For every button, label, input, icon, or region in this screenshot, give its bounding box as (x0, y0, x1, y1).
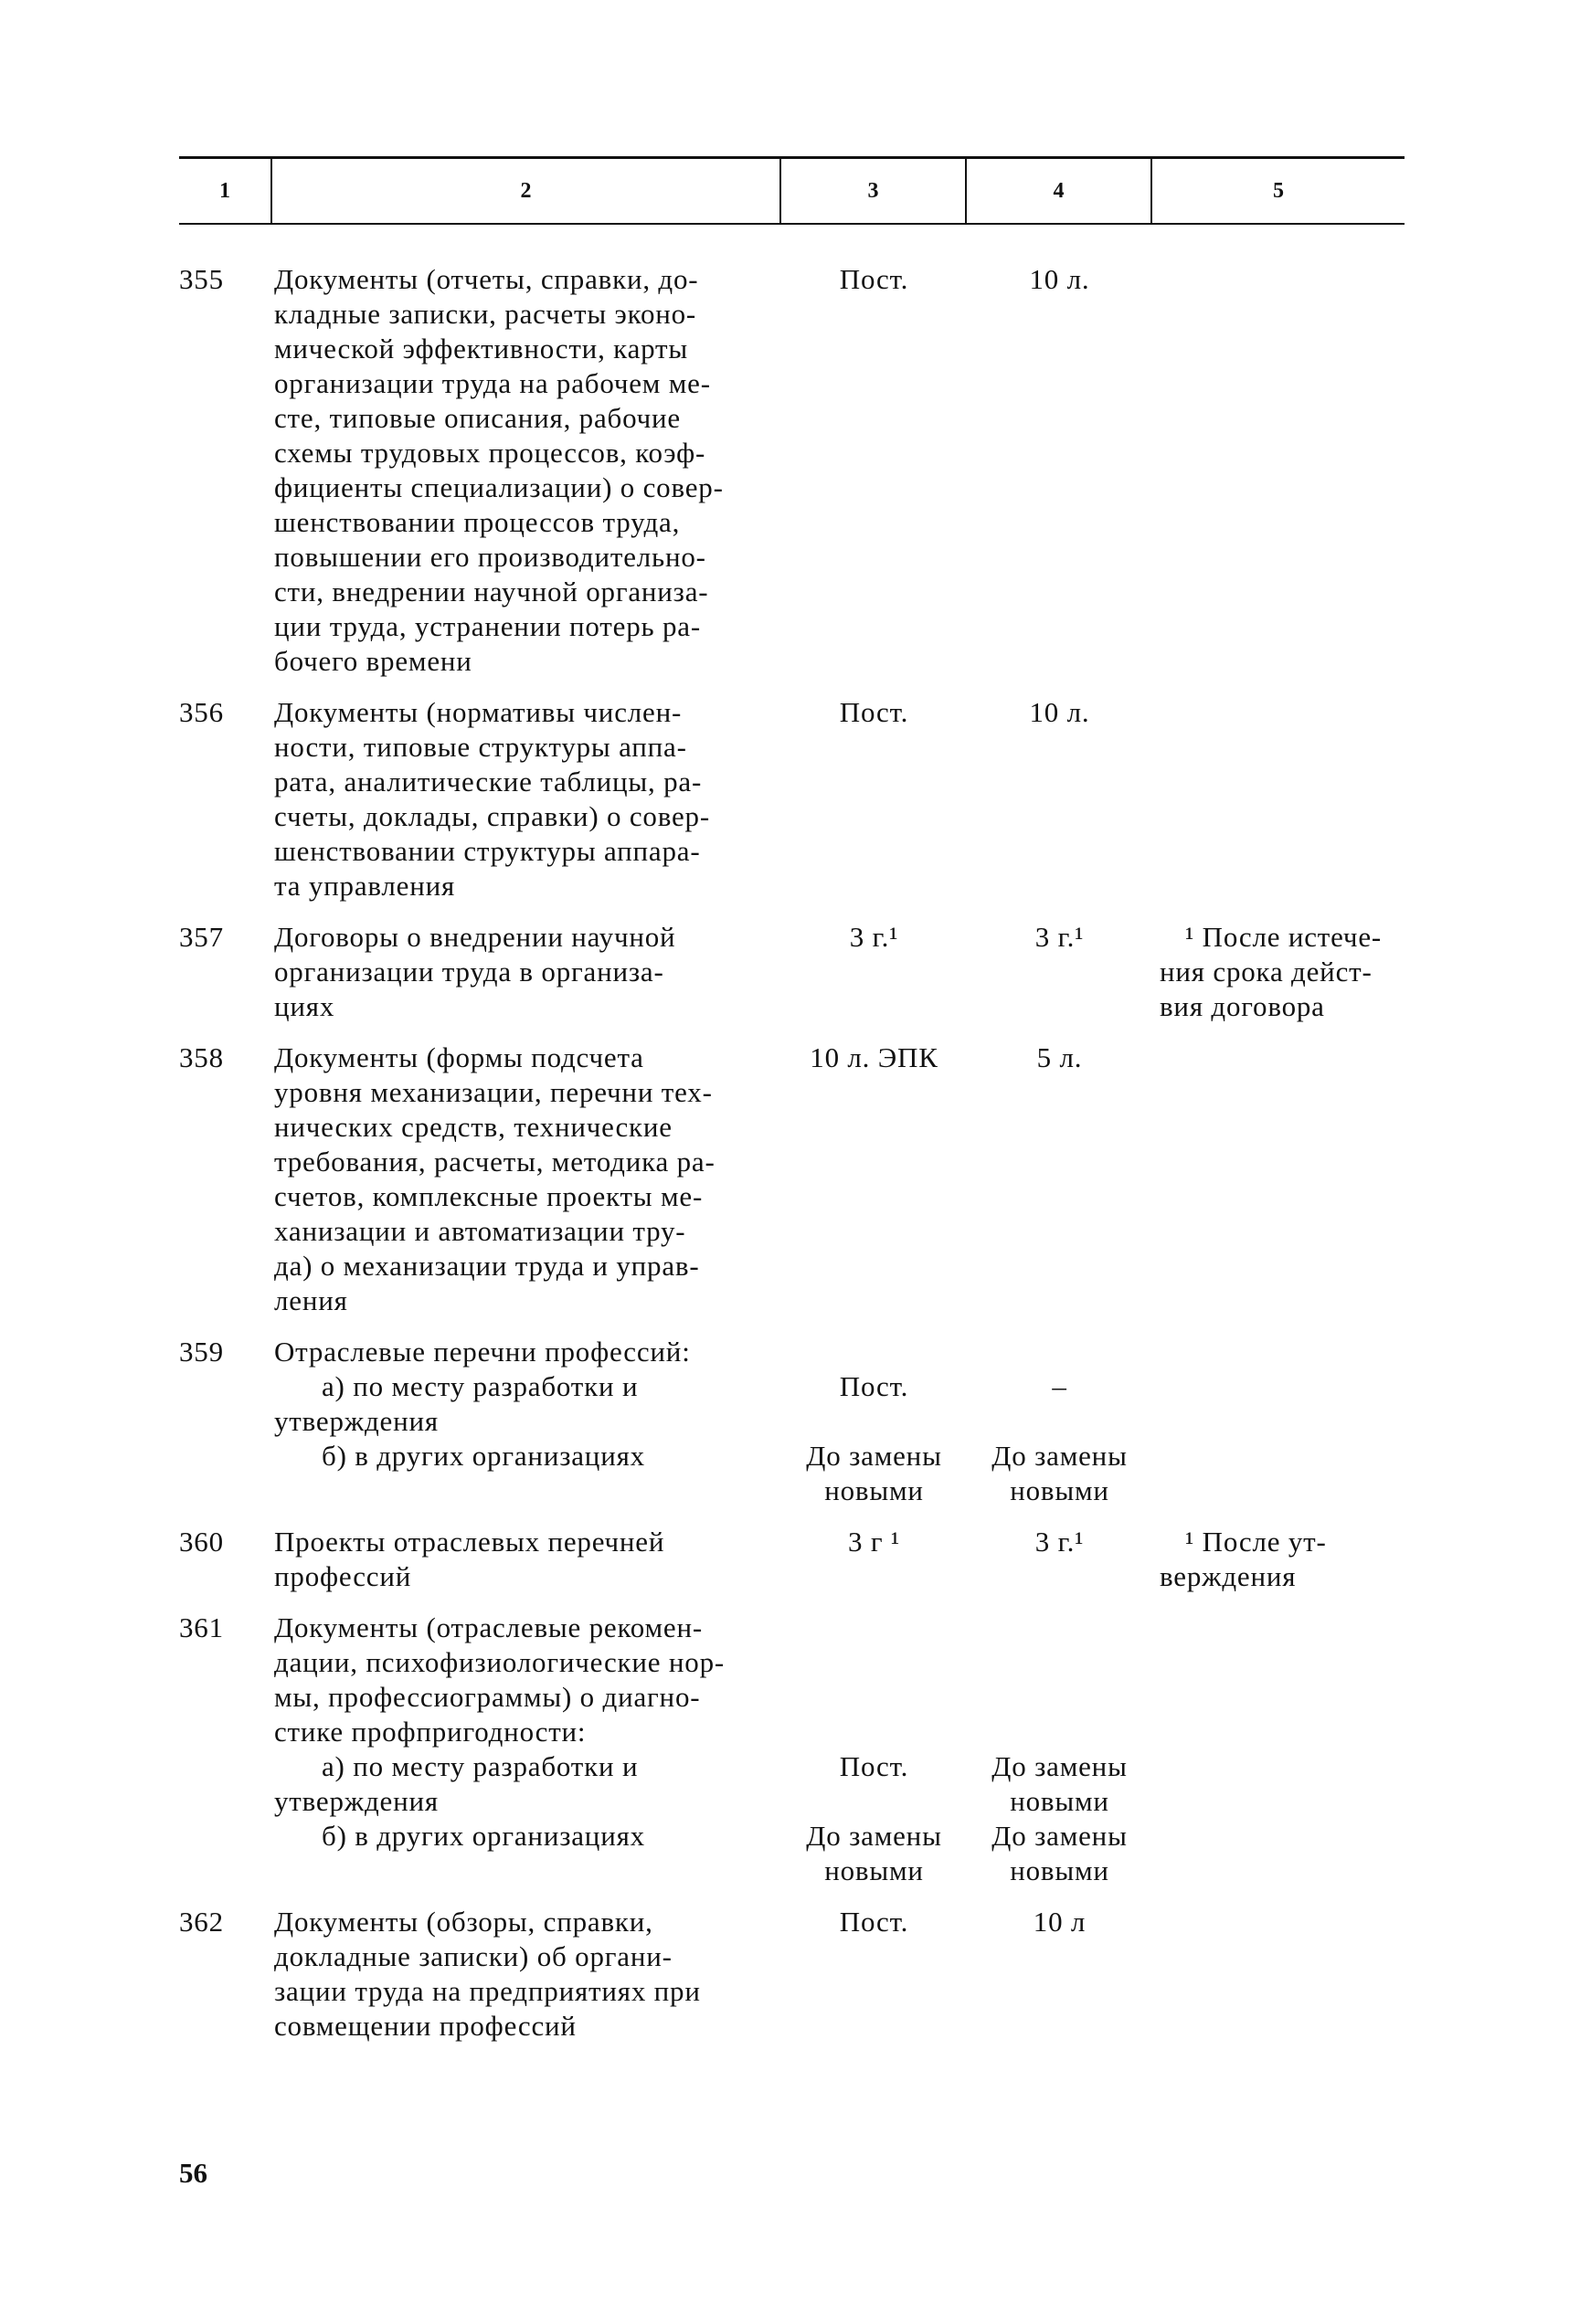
table-row (179, 1041, 1405, 1318)
table-row (179, 262, 1405, 679)
row-main-band (179, 1905, 1405, 2044)
description-cell-line: Отраслевые перечни профессий: (274, 1336, 691, 1368)
subitem-label-cell (272, 1819, 781, 1888)
description-cell-line: да) о механизации труда и управ- (274, 1250, 700, 1282)
retention-col3-cell (781, 920, 967, 1024)
retention-col3-cell-line: Пост. (839, 696, 909, 728)
row-main-band (179, 695, 1405, 903)
retention-col4-cell-line: 10 л (1033, 1906, 1087, 1938)
row-number-text: 358 (179, 1041, 224, 1073)
table-header (179, 156, 1405, 225)
note-cell (1152, 262, 1405, 679)
retention-col4-cell-line: 3 г.¹ (1034, 921, 1085, 953)
table-row (179, 1335, 1405, 1508)
note-cell-line: верждения (1160, 1560, 1297, 1592)
description-cell-line: нических средств, технические (274, 1111, 673, 1143)
subitem-label-cell-line: утверждения (274, 1405, 439, 1437)
description-cell-line: Договоры о внедрении научной (274, 921, 676, 953)
description-cell-line: Проекты отраслевых перечней (274, 1526, 665, 1558)
row-number-text: 356 (179, 696, 224, 728)
retention-col4-cell (967, 695, 1152, 903)
table-row (179, 920, 1405, 1024)
row-number-text: 361 (179, 1611, 224, 1643)
description-cell-line: та управления (274, 870, 456, 902)
subitem-col4-cell (967, 1749, 1152, 1819)
retention-col4-cell (967, 920, 1152, 1024)
retention-col3-cell-line: 10 л. ЭПК (810, 1041, 938, 1073)
subitem-col4-cell-line: До замены (991, 1750, 1128, 1782)
row-number (179, 1611, 272, 1749)
subitem-col3-cell (781, 1439, 967, 1508)
description-cell (272, 1525, 781, 1594)
note-cell-line: ния срока дейст- (1160, 956, 1373, 988)
description-cell-line: шенствовании структуры аппара- (274, 835, 701, 867)
row-subitem-band (179, 1439, 1405, 1508)
retention-col3-cell-line: Пост. (839, 263, 909, 295)
description-cell (272, 1611, 781, 1749)
note-cell (1152, 920, 1405, 1024)
subitem-col3-cell (781, 1819, 967, 1888)
retention-col4-cell (967, 1335, 1152, 1369)
table-row (179, 1905, 1405, 2044)
subitem-col3-cell (781, 1749, 967, 1819)
row-number-empty (179, 1819, 272, 1888)
page-number: 56 (179, 2157, 207, 2189)
retention-col3-cell (781, 1611, 967, 1749)
note-cell (1152, 1041, 1405, 1318)
retention-col4-cell (967, 1041, 1152, 1318)
retention-col3-cell-line: Пост. (839, 1906, 909, 1938)
table-row (179, 1611, 1405, 1888)
subitem-label-cell-line: а) по месту разработки и (322, 1750, 639, 1782)
row-number (179, 695, 272, 903)
table-body (179, 262, 1405, 2060)
row-main-band (179, 1611, 1405, 1749)
retention-col3-cell-line: 3 г.¹ (849, 921, 899, 953)
retention-col4-cell (967, 1611, 1152, 1749)
description-cell (272, 695, 781, 903)
note-cell (1152, 1611, 1405, 1749)
subitem-note-empty (1152, 1749, 1405, 1819)
retention-col3-cell (781, 1335, 967, 1369)
description-cell-line: докладные записки) об органи- (274, 1940, 673, 1972)
retention-col3-cell (781, 1905, 967, 2044)
row-number-text: 357 (179, 921, 224, 953)
description-cell-line: дации, психофизиологические нор- (274, 1646, 725, 1678)
subitem-label-cell-line: б) в других организациях (322, 1820, 645, 1852)
retention-col4-cell (967, 262, 1152, 679)
subitem-col4-cell (967, 1369, 1152, 1439)
retention-col3-cell-line: 3 г ¹ (847, 1526, 900, 1558)
subitem-label-cell-line: утверждения (274, 1785, 439, 1817)
description-cell (272, 1041, 781, 1318)
row-main-band (179, 1335, 1405, 1369)
description-cell-line: мы, профессиограммы) о диагно- (274, 1681, 701, 1713)
subitem-label-cell-line: а) по месту разработки и (322, 1370, 639, 1402)
description-cell-line: Документы (обзоры, справки, (274, 1906, 653, 1938)
retention-col4-cell-line: 3 г.¹ (1034, 1526, 1085, 1558)
description-cell-line: фициенты специализации) о совер- (274, 471, 724, 503)
subitem-col4-cell-line: До замены (991, 1440, 1128, 1472)
subitem-col4-cell-line: – (1052, 1370, 1067, 1402)
subitem-col4-cell-line: До замены (991, 1820, 1128, 1852)
subitem-col3-cell (781, 1369, 967, 1439)
description-cell-line: Документы (нормативы числен- (274, 696, 683, 728)
description-cell-line: Документы (формы подсчета (274, 1041, 644, 1073)
description-cell-line: циях (274, 990, 335, 1022)
description-cell-line: организации труда на рабочем ме- (274, 367, 711, 399)
description-cell-line: совмещении профессий (274, 2010, 577, 2042)
description-cell-line: Документы (отраслевые рекомен- (274, 1611, 703, 1643)
description-cell-line: счетов, комплексные проекты ме- (274, 1180, 704, 1212)
column-header-4: 4 (967, 159, 1152, 223)
column-header-5: 5 (1273, 178, 1284, 203)
row-number-text: 355 (179, 263, 224, 295)
description-cell-line: сте, типовые описания, рабочие (274, 402, 681, 434)
description-cell (272, 1905, 781, 2044)
row-number-empty (179, 1749, 272, 1819)
description-cell-line: схемы трудовых процессов, коэф- (274, 437, 706, 469)
description-cell-line: уровня механизации, перечни тех- (274, 1076, 713, 1108)
description-cell-line: шенствовании процессов труда, (274, 506, 681, 538)
retention-col4-cell-line: 10 л. (1029, 696, 1090, 728)
row-number (179, 1525, 272, 1594)
subitem-label-cell (272, 1749, 781, 1819)
description-cell-line: мической эффективности, карты (274, 333, 688, 364)
row-number-text: 360 (179, 1526, 224, 1558)
column-header-3: 3 (781, 159, 967, 223)
retention-col3-cell (781, 1525, 967, 1594)
row-number-text: 359 (179, 1336, 224, 1368)
row-subitem-band (179, 1749, 1405, 1819)
subitem-col3-cell-line: новыми (824, 1474, 924, 1506)
row-main-band (179, 920, 1405, 1024)
description-cell-line: повышении его производительно- (274, 541, 706, 573)
description-cell-line: ления (274, 1284, 348, 1316)
subitem-col4-cell-line: новыми (1010, 1474, 1109, 1506)
description-cell-line: требования, расчеты, методика ра- (274, 1146, 716, 1178)
subitem-label-cell (272, 1369, 781, 1439)
description-cell-line: счеты, доклады, справки) о совер- (274, 800, 710, 832)
row-number (179, 1905, 272, 2044)
description-cell-line: ханизации и автоматизации тру- (274, 1215, 686, 1247)
description-cell-line: ции труда, устранении потерь ра- (274, 610, 701, 642)
description-cell-line: Документы (отчеты, справки, до- (274, 263, 699, 295)
description-cell (272, 262, 781, 679)
row-number (179, 920, 272, 1024)
row-main-band (179, 262, 1405, 679)
description-cell-line: стике профпригодности: (274, 1716, 587, 1748)
description-cell-line: кладные записки, расчеты эконо- (274, 298, 697, 330)
row-number-empty (179, 1439, 272, 1508)
retention-col3-cell (781, 695, 967, 903)
row-subitem-band (179, 1819, 1405, 1888)
note-cell (1152, 1335, 1405, 1369)
description-cell-line: рата, аналитические таблицы, ра- (274, 766, 703, 798)
description-cell-line: бочего времени (274, 645, 472, 677)
row-number (179, 1335, 272, 1369)
row-number-empty (179, 1369, 272, 1439)
description-cell-line: профессий (274, 1560, 412, 1592)
subitem-note-empty (1152, 1819, 1405, 1888)
subitem-col3-cell-line: До замены (806, 1440, 942, 1472)
row-main-band (179, 1041, 1405, 1318)
subitem-col3-cell-line: Пост. (839, 1370, 909, 1402)
note-cell (1152, 1525, 1405, 1594)
subitem-col4-cell (967, 1439, 1152, 1508)
subitem-label-cell (272, 1439, 781, 1508)
subitem-note-empty (1152, 1369, 1405, 1439)
column-header-1: 1 (179, 159, 272, 223)
note-cell-line: ¹ После истече- (1185, 921, 1382, 953)
subitem-col3-cell-line: новыми (824, 1854, 924, 1886)
subitem-note-empty (1152, 1439, 1405, 1508)
note-cell-line: ¹ После ут- (1185, 1526, 1327, 1558)
description-cell-line: сти, внедрении научной организа- (274, 576, 709, 607)
row-number-text: 362 (179, 1906, 224, 1938)
subitem-col4-cell-line: новыми (1010, 1854, 1109, 1886)
description-cell (272, 1335, 781, 1369)
row-number (179, 262, 272, 679)
row-subitem-band (179, 1369, 1405, 1439)
retention-col3-cell (781, 262, 967, 679)
description-cell (272, 920, 781, 1024)
note-cell (1152, 695, 1405, 903)
description-cell-line: организации труда в организа- (274, 956, 664, 988)
retention-col4-cell (967, 1905, 1152, 2044)
retention-col4-cell (967, 1525, 1152, 1594)
description-cell-line: ности, типовые структуры аппа- (274, 731, 687, 763)
column-header-2: 2 (272, 159, 781, 223)
row-main-band (179, 1525, 1405, 1594)
table-row (179, 695, 1405, 903)
note-cell (1152, 1905, 1405, 2044)
row-number (179, 1041, 272, 1318)
subitem-label-cell-line: б) в других организациях (322, 1440, 645, 1472)
subitem-col4-cell-line: новыми (1010, 1785, 1109, 1817)
retention-col4-cell-line: 10 л. (1029, 263, 1090, 295)
note-cell-line: вия договора (1160, 990, 1325, 1022)
retention-col4-cell-line: 5 л. (1036, 1041, 1083, 1073)
description-cell-line: зации труда на предприятиях при (274, 1975, 701, 2007)
subitem-col4-cell (967, 1819, 1152, 1888)
table-row (179, 1525, 1405, 1594)
subitem-col3-cell-line: До замены (806, 1820, 942, 1852)
retention-col3-cell (781, 1041, 967, 1318)
subitem-col3-cell-line: Пост. (839, 1750, 909, 1782)
